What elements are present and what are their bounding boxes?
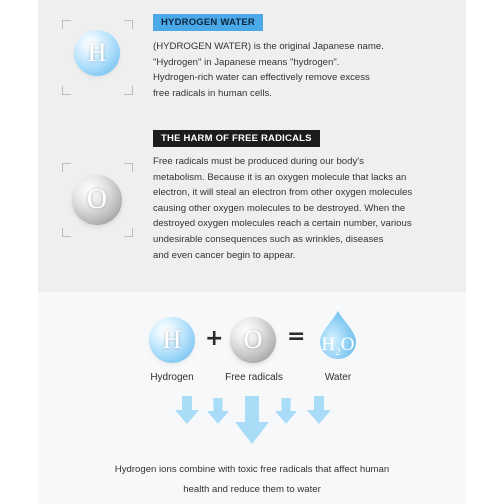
frame-corner <box>124 86 133 95</box>
text-line: Hydrogen-rich water can effectively remove excess <box>153 72 370 84</box>
sphere-letter: O <box>243 325 263 354</box>
down-arrow-icon <box>235 396 269 444</box>
text-line: undesirable consequences such as wrinkles, diseases <box>153 233 384 245</box>
conclusion-text <box>38 460 466 500</box>
down-arrow-icon <box>175 396 199 424</box>
text-line: and even cancer begin to appear. <box>153 249 296 261</box>
frame-corner <box>62 86 71 95</box>
text-line: "Hydrogen" in Japanese means "hydrogen". <box>153 56 340 68</box>
hydrogen-sphere-icon <box>74 30 120 76</box>
oxygen-sphere-icon <box>230 317 276 363</box>
equals-sign: = <box>287 324 306 349</box>
hydrogen-description <box>153 39 384 101</box>
water-formula <box>318 334 358 358</box>
plus-sign: + <box>205 326 224 351</box>
sphere-letter: H <box>162 325 182 354</box>
text-line: Hydrogen ions combine with toxic free radicals that affect human <box>114 464 390 475</box>
text-line: electron, it will steal an electron from other oxygen molecules <box>153 187 413 199</box>
text-line: metabolism. Because it is an oxygen molecule that lacks an <box>153 171 407 183</box>
oxygen-sphere-icon <box>72 175 122 225</box>
frame-corner <box>62 163 71 172</box>
free-radicals-tag: THE HARM OF FREE RADICALS <box>153 130 320 147</box>
caption-free-radicals: Free radicals <box>225 372 283 383</box>
free-radicals-description <box>153 154 412 263</box>
frame-corner <box>124 163 133 172</box>
down-arrow-icon <box>275 398 297 424</box>
down-arrow-icon <box>207 398 229 424</box>
text-line: free radicals in human cells. <box>153 87 272 99</box>
text-line: causing other oxygen molecules to be destroyed. When the <box>153 202 406 214</box>
frame-corner <box>124 228 133 237</box>
caption-hydrogen: Hydrogen <box>150 372 194 383</box>
text-line: destroyed oxygen molecules reach a certain number, various <box>153 218 412 230</box>
formula-o: O <box>340 334 355 355</box>
text-line: Free radicals must be produced during our body's <box>153 156 364 167</box>
frame-corner <box>124 20 133 29</box>
down-arrow-icon <box>307 396 331 424</box>
frame-corner <box>62 228 71 237</box>
sphere-letter: H <box>87 38 107 67</box>
formula-sub: 2 <box>335 345 341 358</box>
sphere-letter: O <box>86 184 108 215</box>
formula-h: H <box>321 334 336 355</box>
hydrogen-sphere-icon <box>149 317 195 363</box>
hydrogen-water-tag: HYDROGEN WATER <box>153 14 263 31</box>
frame-corner <box>62 20 71 29</box>
text-line: (HYDROGEN WATER) is the original Japanese name. <box>153 41 384 52</box>
caption-water: Water <box>324 372 352 383</box>
text-line: health and reduce them to water <box>183 484 321 495</box>
